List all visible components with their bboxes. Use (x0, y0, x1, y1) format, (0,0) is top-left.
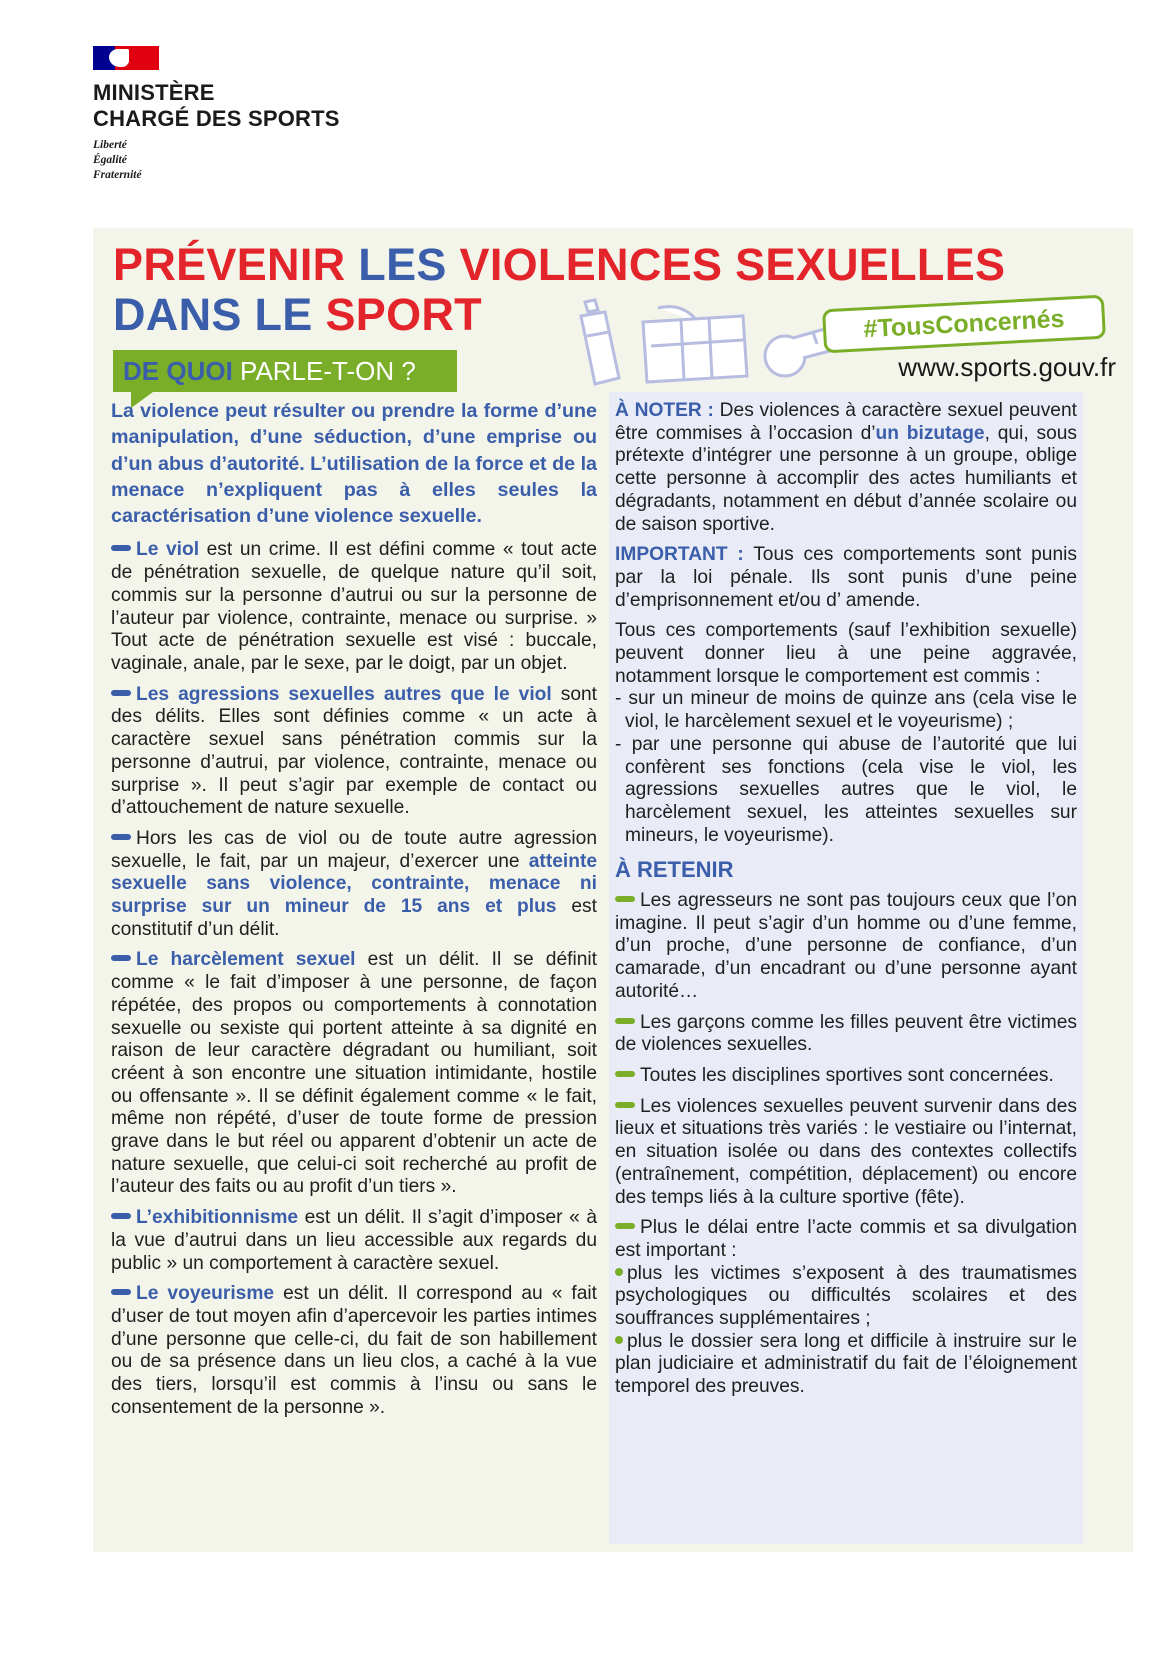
bullet-dash-icon (615, 1223, 635, 1229)
retenir-item-5-text: Plus le délai entre l’acte commis et sa divulgation est important : (615, 1217, 1077, 1261)
a-noter-post: , qui, sous prétexte d’intégrer une personne à un groupe, oblige cette personne à accomplir des actes humiliants et dégradants, notamment en début d’année scolaire ou de saison sportive. (615, 422, 1078, 535)
agressions-text: sont des délits. Elles sont définies comme « un acte à caractère sexuel sans pénétration commis sur la personne d’autrui, par violence, contrainte, menace ou surprise ». Il peut s’agir par exemple de contact ou d’attouchement de nature sexuelle. (111, 683, 597, 819)
title-word-prevenir: PRÉVENIR (113, 239, 346, 290)
a-retenir-heading: À RETENIR (615, 857, 734, 883)
bizutage-term: un bizutage (875, 422, 985, 444)
republic-motto (93, 138, 142, 183)
aggravee-item-1: - sur un mineur de moins de quinze ans (cela vise le viol, le harcèlement sexuel et le voyeurisme) ; (615, 688, 1077, 733)
title-word-sport: SPORT (325, 289, 482, 340)
important-label: IMPORTANT : (615, 544, 744, 566)
ministry-line-1: MINISTÈRE (93, 80, 215, 105)
bullet-dash-icon (111, 955, 131, 961)
retenir-item-5 (615, 1217, 1077, 1262)
bullet-dash-icon (615, 896, 635, 902)
atteinte-paragraph (111, 828, 597, 942)
viol-text: est un crime. Il est défini comme « tout acte de pénétration sexuelle, de quelque nature qu’il soit, commis sur la personne d’autrui ou sur la personne de l’auteur par violence, contrainte, menace ou surprise. » Tout acte de pénétration sexuelle est visé : buccale, vaginale, anale, par le sexe, par le doigt, par un objet. (111, 539, 598, 674)
harcelement-text: est un délit. Il se définit comme « le fait d’imposer à une personne, de façon répétée, des propos ou comportements à connotation sexuelle ou sexiste qui portent atteinte à sa dignité en raison de leur caractère dégradant ou humiliant, soit créent à son encontre une situation intimidante, hostile ou offensante ». Il se définit également comme « le fait, même non répété, d’user de toute forme de pression grave dans le but réel ou apparent d’obtenir un acte de nature sexuelle, que celui-ci soit recherché au profit de l’auteur des faits ou au profit d’un tiers ». (111, 949, 597, 1198)
motto-fraternite: Fraternité (93, 169, 142, 181)
exhibitionnisme-text: est un délit. Il s’agit d’imposer « à la vue d’autrui dans un lieu accessible aux regards du public » un comportement à caractère sexuel. (111, 1207, 597, 1274)
retenir-item-5a (615, 1263, 1077, 1331)
exhibitionnisme-paragraph (111, 1207, 597, 1275)
agressions-paragraph (111, 684, 597, 820)
left-column (111, 398, 597, 1428)
retenir-item-3 (615, 1065, 1077, 1088)
motto-liberte: Liberté (93, 139, 127, 151)
ministry-name (93, 80, 393, 132)
retenir-item-2 (615, 1012, 1077, 1057)
retenir-item-5b (615, 1331, 1077, 1399)
retenir-item-5a-text: plus les victimes s’exposent à des traumatismes psychologiques ou difficultés scolaires et des souffrances supplémentaires ; (615, 1262, 1077, 1330)
bullet-dot-icon (615, 1268, 623, 1276)
bullet-dot-icon (615, 1336, 623, 1344)
atteinte-post: est constitutif d’un délit. (111, 896, 597, 940)
bullet-dash-icon (111, 834, 131, 840)
bullet-dash-icon (111, 1289, 131, 1295)
retenir-item-1 (615, 890, 1077, 1004)
voyeurisme-term: Le voyeurisme (136, 1283, 275, 1305)
important-paragraph (615, 544, 1077, 612)
motto-egalite: Égalité (93, 154, 127, 166)
content-panel (93, 228, 1133, 1552)
water-bottle-icon (581, 300, 619, 384)
aggravee-paragraph: Tous ces comportements (sauf l’exhibition sexuelle) peuvent donner lieu à une peine aggravée, notamment lorsque le comportement est commis : (615, 620, 1077, 687)
bullet-dash-icon (111, 545, 131, 551)
section-subtitle (113, 350, 457, 392)
harcelement-term: Le harcèlement sexuel (136, 949, 356, 971)
agressions-term: Les agressions sexuelles autres que le viol (136, 683, 552, 705)
title-word-violences: VIOLENCES SEXUELLES (459, 239, 1006, 290)
bullet-dash-icon (615, 1018, 635, 1024)
bullet-dash-icon (615, 1102, 635, 1108)
retenir-item-5b-text: plus le dossier sera long et difficile à instruire sur le plan judiciaire et administratif du fait de l’éloignement temporel des preuves. (615, 1330, 1077, 1398)
bullet-dash-icon (615, 1071, 635, 1077)
hashtag-badge: #TousConcernés (822, 295, 1106, 354)
retenir-item-2-text: Les garçons comme les filles peuvent être victimes de violences sexuelles. (615, 1011, 1077, 1056)
website-url[interactable]: www.sports.gouv.fr (898, 352, 1116, 382)
atteinte-pre: Hors les cas de viol ou de toute autre agression sexuelle, le fait, par un majeur, d’exercer une (111, 827, 597, 872)
title-word-dans-le: DANS LE (113, 289, 313, 340)
retenir-item-3-text: Toutes les disciplines sportives sont concernées. (640, 1064, 1054, 1086)
retenir-item-4 (615, 1096, 1077, 1210)
voyeurisme-text: est un délit. Il correspond au « fait d’user de tout moyen afin d’apercevoir les parties intimes d’une personne que celle-ci, du fait de son habillement ou de sa présence dans un lieu clos, a caché à la vue des tiers, lorsqu’il est commis à l’insu ou sans le consentement de la personne ». (111, 1283, 597, 1418)
important-text: Tous ces comportements sont punis par la loi pénale. Ils sont punis d’une peine d’emprisonnement et/ou d’ amende. (615, 544, 1077, 611)
bullet-dash-icon (111, 690, 131, 696)
bullet-dash-icon (111, 1213, 131, 1219)
viol-term: Le viol (136, 539, 200, 561)
a-noter-label: À NOTER : (615, 400, 714, 421)
marianne-flag-icon (93, 46, 159, 70)
title-word-les: LES (358, 239, 447, 290)
atteinte-term: atteinte sexuelle sans violence, contrainte, menace ni surprise sur un mineur de 15 ans et plus (111, 850, 597, 918)
ministry-line-2: CHARGÉ DES SPORTS (93, 106, 340, 131)
aggravee-item-2: - par une personne qui abuse de l’autorité que lui confèrent ses fonctions (cela vise le viol, les agressions sexuelles autres que le viol, le harcèlement sexuel, les atteintes sexuelles sur mineurs, le voyeurisme). (615, 733, 1077, 846)
sports-bag-icon (643, 307, 747, 382)
subtitle-rest: PARLE-T-ON ? (240, 356, 416, 386)
harcelement-paragraph (111, 949, 597, 1199)
subtitle-bold: DE QUOI (123, 356, 233, 386)
right-column (609, 392, 1083, 1544)
a-noter-paragraph (615, 400, 1077, 536)
retenir-item-1-text: Les agresseurs ne sont pas toujours ceux que l’on imagine. Il peut s’agir d’un homme ou d’une femme, d’un proche, d’une personne de confiance, d’un camarade, d’un encadrant ou d’une personne ayant autorité… (615, 890, 1077, 1002)
intro-paragraph: La violence peut résulter ou prendre la forme d’une manipulation, d’une séduction, d’une emprise ou d’un abus d’autorité. L’utilisation de la force et de la menace n’expliquent pas à elles seules la caractérisation d’une violence sexuelle. (111, 400, 597, 528)
viol-paragraph (111, 539, 597, 675)
a-noter-pre: Des violences à caractère sexuel peuvent être commises à l’occasion d’ (615, 400, 1077, 444)
retenir-item-4-text: Les violences sexuelles peuvent survenir dans des lieux et situations très variés : le vestiaire ou l’internat, en situation isolée ou dans des contextes collectifs (entraînement, compétition, déplacement) ou encore des temps liés à la culture sportive (fête). (615, 1095, 1077, 1208)
exhibitionnisme-term: L’exhibitionnisme (136, 1207, 299, 1229)
voyeurisme-paragraph (111, 1283, 597, 1419)
